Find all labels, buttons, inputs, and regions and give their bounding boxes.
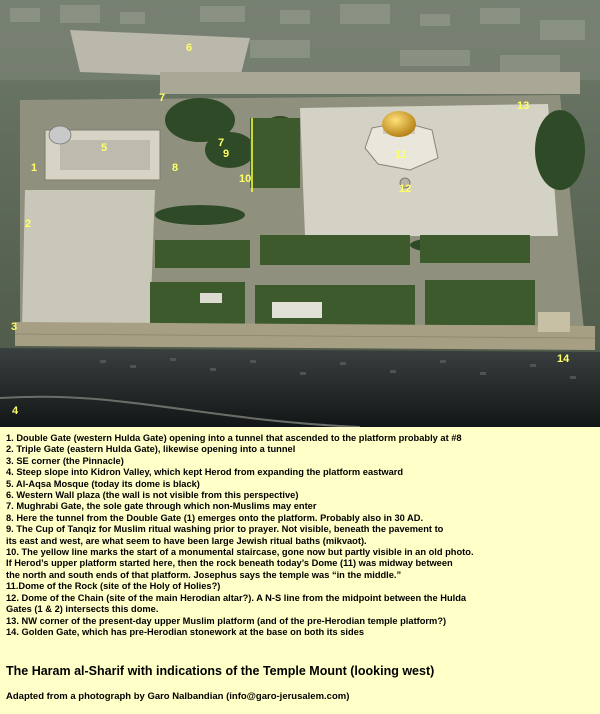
small-building-2: [200, 293, 222, 303]
legend-list: [6, 433, 596, 638]
legend-item: 9. The Cup of Tanqiz for Muslim ritual washing prior to prayer. Not visible, beneath the pavement to: [6, 524, 444, 535]
marker-4: 4: [12, 405, 19, 417]
marker-9: 9: [223, 148, 230, 160]
marker-7a: 7: [159, 92, 166, 104]
upper-platform: [300, 104, 558, 236]
marker-14: 14: [557, 353, 570, 365]
legend-item: 2. Triple Gate (eastern Hulda Gate), likewise opening into a tunnel: [6, 444, 296, 455]
small-building: [272, 302, 322, 318]
legend-item: 13. NW corner of the present-day upper Muslim platform (and of the pre-Herodian temple platform?): [6, 615, 447, 626]
legend-item: 5. Al-Aqsa Mosque (today its dome is black): [6, 478, 200, 489]
marker-10: 10: [239, 173, 252, 185]
al-aqsa-dome: [49, 126, 71, 144]
marker-1: 1: [31, 162, 38, 174]
golden-gate: [538, 312, 570, 332]
caption-panel: [0, 427, 600, 714]
marker-2: 2: [25, 218, 32, 230]
legend-item: Gates (1 & 2) intersects this dome.: [6, 604, 159, 615]
legend-item: its east and west, are what seem to have been large Jewish ritual baths (mikvaot).: [6, 535, 367, 546]
legend-item: 6. Western Wall plaza (the wall is not visible from this perspective): [6, 490, 299, 501]
southern-plaza: [22, 190, 155, 330]
legend-item: the north and south ends of that platform. Josephus says the temple was “in the middle.”: [6, 569, 402, 580]
photo-credit: Adapted from a photograph by Garo Nalbandian (info@garo-jerusalem.com): [6, 691, 350, 702]
legend-item: 7. Mughrabi Gate, the sole gate through which non-Muslims may enter: [6, 501, 317, 512]
marker-11: 11: [395, 149, 407, 161]
legend-item: 14. Golden Gate, which has pre-Herodian stonework at the base on both its sides: [6, 626, 365, 637]
legend-item: 8. Here the tunnel from the Double Gate (1) emerges onto the platform. Probably also in 30 AD.: [6, 512, 424, 523]
legend-item: 1. Double Gate (western Hulda Gate) opening into a tunnel that ascended to the platform probably at #8: [6, 433, 462, 443]
marker-5: 5: [101, 142, 108, 154]
western-wall-plaza: [70, 30, 250, 78]
marker-6: 6: [186, 42, 193, 54]
legend-item: 10. The yellow line marks the start of a monumental staircase, gone now but partly visible in an old photo.: [6, 547, 474, 558]
legend-item: 4. Steep slope into Kidron Valley, which kept Herod from expanding the platform eastward: [6, 467, 404, 478]
gold-dome: [382, 111, 416, 137]
legend-item: 3. SE corner (the Pinnacle): [6, 455, 124, 466]
marker-8: 8: [172, 162, 179, 174]
marker-3: 3: [11, 321, 18, 333]
kidron-valley: [0, 348, 600, 427]
legend-item: If Herod’s upper platform started here, then the rock beneath today’s Dome (11) was midway between: [6, 558, 453, 569]
marker-13: 13: [517, 100, 530, 112]
northern-arcade: [160, 72, 580, 94]
marker-7b: 7: [218, 137, 225, 149]
figure-title: The Haram al-Sharif with indications of the Temple Mount (looking west): [6, 664, 435, 678]
marker-12: 12: [399, 183, 412, 195]
legend-item: 11.Dome of the Rock (site of the Holy of Holies?): [6, 581, 221, 592]
legend-item: 12. Dome of the Chain (site of the main Herodian altar?). A N-S line from the midpoint between the Hulda: [6, 592, 467, 603]
